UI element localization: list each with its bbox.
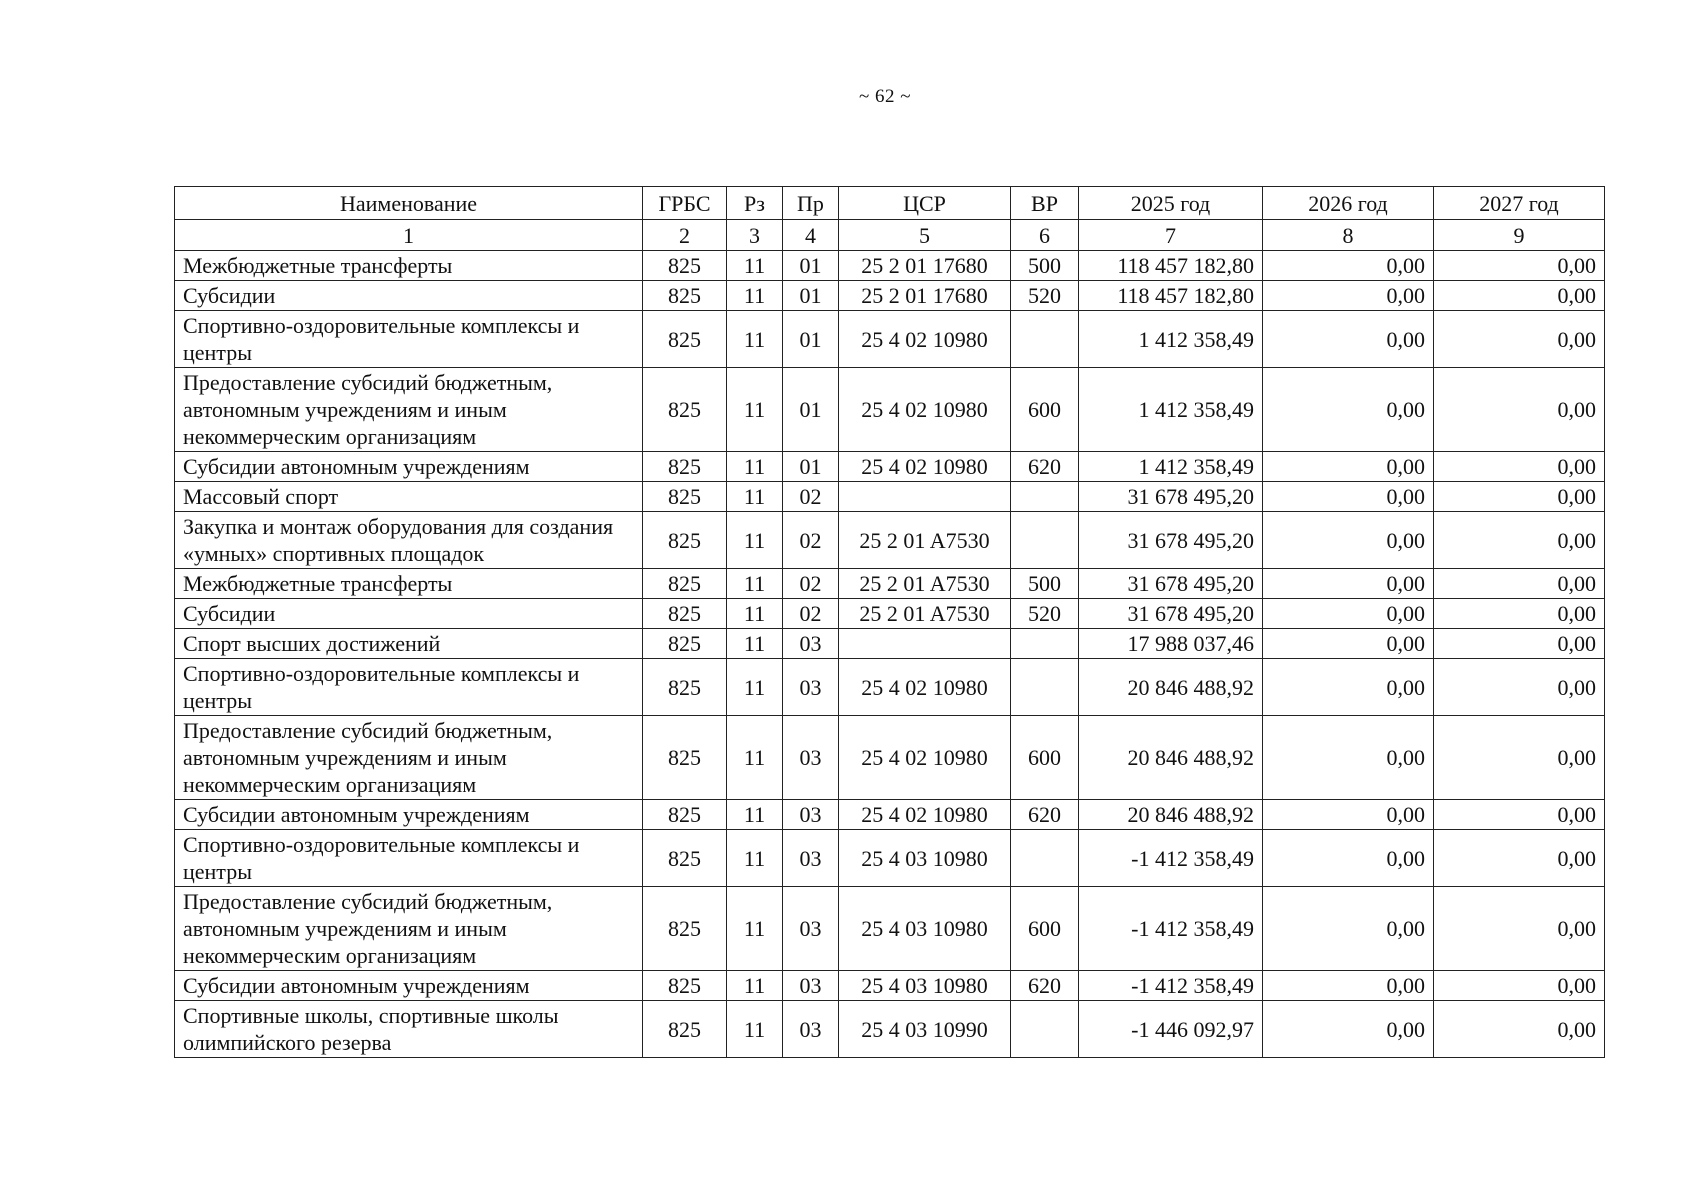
table-row <box>175 830 1605 887</box>
year-2026-cell: 0,00 <box>1263 659 1434 716</box>
year-2025-cell: 118 457 182,80 <box>1079 251 1263 281</box>
csr-cell: 25 4 02 10980 <box>839 659 1011 716</box>
table-row <box>175 281 1605 311</box>
header-year-2027: 2027 год <box>1434 187 1605 220</box>
name-cell: Субсидии <box>175 599 643 629</box>
name-cell: Спортивно-оздоровительные комплексы и центры <box>175 659 643 716</box>
year-2027-cell: 0,00 <box>1434 368 1605 452</box>
csr-cell: 25 4 03 10980 <box>839 971 1011 1001</box>
grbs-cell: 825 <box>643 716 727 800</box>
name-cell: Предоставление субсидий бюджетным, автономным учреждениям и иным некоммерческим организациям <box>175 716 643 800</box>
vr-cell: 520 <box>1011 281 1079 311</box>
year-2025-cell: 1 412 358,49 <box>1079 452 1263 482</box>
column-number: 3 <box>727 220 783 251</box>
year-2027-cell: 0,00 <box>1434 452 1605 482</box>
vr-cell <box>1011 482 1079 512</box>
pr-cell: 03 <box>783 659 839 716</box>
vr-cell: 620 <box>1011 800 1079 830</box>
rz-cell: 11 <box>727 569 783 599</box>
column-number: 8 <box>1263 220 1434 251</box>
csr-cell: 25 4 02 10980 <box>839 452 1011 482</box>
vr-cell: 500 <box>1011 251 1079 281</box>
name-cell: Массовый спорт <box>175 482 643 512</box>
year-2025-cell: 20 846 488,92 <box>1079 659 1263 716</box>
pr-cell: 03 <box>783 830 839 887</box>
csr-cell: 25 2 01 A7530 <box>839 569 1011 599</box>
pr-cell: 02 <box>783 569 839 599</box>
csr-cell: 25 4 02 10980 <box>839 311 1011 368</box>
year-2027-cell: 0,00 <box>1434 659 1605 716</box>
table-row <box>175 659 1605 716</box>
rz-cell: 11 <box>727 368 783 452</box>
pr-cell: 03 <box>783 971 839 1001</box>
name-cell: Предоставление субсидий бюджетным, автономным учреждениям и иным некоммерческим организациям <box>175 887 643 971</box>
year-2025-cell: 31 678 495,20 <box>1079 569 1263 599</box>
year-2025-cell: -1 412 358,49 <box>1079 971 1263 1001</box>
pr-cell: 02 <box>783 482 839 512</box>
csr-cell: 25 4 03 10990 <box>839 1001 1011 1058</box>
table-row <box>175 1001 1605 1058</box>
rz-cell: 11 <box>727 1001 783 1058</box>
pr-cell: 01 <box>783 311 839 368</box>
year-2027-cell: 0,00 <box>1434 311 1605 368</box>
csr-cell: 25 4 02 10980 <box>839 716 1011 800</box>
grbs-cell: 825 <box>643 368 727 452</box>
vr-cell: 500 <box>1011 569 1079 599</box>
table-row <box>175 452 1605 482</box>
grbs-cell: 825 <box>643 512 727 569</box>
year-2026-cell: 0,00 <box>1263 569 1434 599</box>
year-2025-cell: 31 678 495,20 <box>1079 599 1263 629</box>
table-row <box>175 599 1605 629</box>
year-2026-cell: 0,00 <box>1263 716 1434 800</box>
year-2027-cell: 0,00 <box>1434 971 1605 1001</box>
year-2026-cell: 0,00 <box>1263 482 1434 512</box>
year-2026-cell: 0,00 <box>1263 629 1434 659</box>
rz-cell: 11 <box>727 659 783 716</box>
name-cell: Субсидии автономным учреждениям <box>175 800 643 830</box>
column-number: 2 <box>643 220 727 251</box>
grbs-cell: 825 <box>643 569 727 599</box>
year-2027-cell: 0,00 <box>1434 281 1605 311</box>
grbs-cell: 825 <box>643 659 727 716</box>
vr-cell: 600 <box>1011 716 1079 800</box>
vr-cell: 620 <box>1011 971 1079 1001</box>
table-row <box>175 311 1605 368</box>
year-2026-cell: 0,00 <box>1263 452 1434 482</box>
pr-cell: 03 <box>783 1001 839 1058</box>
year-2026-cell: 0,00 <box>1263 281 1434 311</box>
year-2027-cell: 0,00 <box>1434 629 1605 659</box>
pr-cell: 01 <box>783 251 839 281</box>
year-2027-cell: 0,00 <box>1434 887 1605 971</box>
pr-cell: 02 <box>783 599 839 629</box>
column-number: 4 <box>783 220 839 251</box>
name-cell: Межбюджетные трансферты <box>175 569 643 599</box>
grbs-cell: 825 <box>643 971 727 1001</box>
year-2026-cell: 0,00 <box>1263 887 1434 971</box>
csr-cell: 25 2 01 17680 <box>839 251 1011 281</box>
page-number: ~ 62 ~ <box>858 86 912 107</box>
name-cell: Субсидии автономным учреждениям <box>175 971 643 1001</box>
year-2027-cell: 0,00 <box>1434 251 1605 281</box>
year-2025-cell: -1 412 358,49 <box>1079 887 1263 971</box>
year-2025-cell: 31 678 495,20 <box>1079 512 1263 569</box>
column-number: 6 <box>1011 220 1079 251</box>
rz-cell: 11 <box>727 830 783 887</box>
csr-cell: 25 2 01 A7530 <box>839 512 1011 569</box>
grbs-cell: 825 <box>643 800 727 830</box>
pr-cell: 03 <box>783 800 839 830</box>
grbs-cell: 825 <box>643 887 727 971</box>
year-2027-cell: 0,00 <box>1434 482 1605 512</box>
year-2025-cell: 20 846 488,92 <box>1079 800 1263 830</box>
table-row <box>175 716 1605 800</box>
year-2027-cell: 0,00 <box>1434 599 1605 629</box>
pr-cell: 02 <box>783 512 839 569</box>
grbs-cell: 825 <box>643 629 727 659</box>
year-2025-cell: -1 446 092,97 <box>1079 1001 1263 1058</box>
year-2026-cell: 0,00 <box>1263 830 1434 887</box>
table-row <box>175 800 1605 830</box>
grbs-cell: 825 <box>643 1001 727 1058</box>
name-cell: Спортивные школы, спортивные школы олимпийского резерва <box>175 1001 643 1058</box>
year-2026-cell: 0,00 <box>1263 599 1434 629</box>
header-name: Наименование <box>175 187 643 220</box>
csr-cell <box>839 482 1011 512</box>
year-2025-cell: 17 988 037,46 <box>1079 629 1263 659</box>
vr-cell: 520 <box>1011 599 1079 629</box>
name-cell: Предоставление субсидий бюджетным, автономным учреждениям и иным некоммерческим организациям <box>175 368 643 452</box>
rz-cell: 11 <box>727 887 783 971</box>
vr-cell: 600 <box>1011 368 1079 452</box>
table-row <box>175 971 1605 1001</box>
pr-cell: 03 <box>783 629 839 659</box>
rz-cell: 11 <box>727 971 783 1001</box>
table-row <box>175 569 1605 599</box>
table-row <box>175 512 1605 569</box>
year-2026-cell: 0,00 <box>1263 251 1434 281</box>
year-2025-cell: 1 412 358,49 <box>1079 311 1263 368</box>
rz-cell: 11 <box>727 482 783 512</box>
name-cell: Спорт высших достижений <box>175 629 643 659</box>
column-number-row <box>175 220 1605 251</box>
csr-cell: 25 4 02 10980 <box>839 800 1011 830</box>
column-number: 5 <box>839 220 1011 251</box>
vr-cell: 600 <box>1011 887 1079 971</box>
year-2025-cell: 31 678 495,20 <box>1079 482 1263 512</box>
csr-cell <box>839 629 1011 659</box>
name-cell: Спортивно-оздоровительные комплексы и центры <box>175 311 643 368</box>
budget-table <box>174 186 1605 1058</box>
table-row <box>175 251 1605 281</box>
name-cell: Спортивно-оздоровительные комплексы и центры <box>175 830 643 887</box>
name-cell: Субсидии <box>175 281 643 311</box>
year-2027-cell: 0,00 <box>1434 716 1605 800</box>
name-cell: Субсидии автономным учреждениям <box>175 452 643 482</box>
csr-cell: 25 2 01 17680 <box>839 281 1011 311</box>
rz-cell: 11 <box>727 800 783 830</box>
header-year-2026: 2026 год <box>1263 187 1434 220</box>
table-row <box>175 629 1605 659</box>
column-number: 7 <box>1079 220 1263 251</box>
pr-cell: 03 <box>783 887 839 971</box>
name-cell: Закупка и монтаж оборудования для создания «умных» спортивных площадок <box>175 512 643 569</box>
grbs-cell: 825 <box>643 452 727 482</box>
pr-cell: 01 <box>783 368 839 452</box>
column-number: 1 <box>175 220 643 251</box>
vr-cell <box>1011 830 1079 887</box>
year-2025-cell: -1 412 358,49 <box>1079 830 1263 887</box>
vr-cell <box>1011 659 1079 716</box>
vr-cell <box>1011 1001 1079 1058</box>
header-row <box>175 187 1605 220</box>
year-2027-cell: 0,00 <box>1434 512 1605 569</box>
table-row <box>175 368 1605 452</box>
year-2025-cell: 20 846 488,92 <box>1079 716 1263 800</box>
grbs-cell: 825 <box>643 251 727 281</box>
name-cell: Межбюджетные трансферты <box>175 251 643 281</box>
grbs-cell: 825 <box>643 482 727 512</box>
table-row <box>175 482 1605 512</box>
vr-cell <box>1011 629 1079 659</box>
year-2026-cell: 0,00 <box>1263 368 1434 452</box>
year-2026-cell: 0,00 <box>1263 971 1434 1001</box>
table-row <box>175 887 1605 971</box>
csr-cell: 25 4 03 10980 <box>839 830 1011 887</box>
year-2026-cell: 0,00 <box>1263 1001 1434 1058</box>
header-grbs: ГРБС <box>643 187 727 220</box>
year-2027-cell: 0,00 <box>1434 569 1605 599</box>
year-2026-cell: 0,00 <box>1263 800 1434 830</box>
column-number: 9 <box>1434 220 1605 251</box>
grbs-cell: 825 <box>643 311 727 368</box>
year-2027-cell: 0,00 <box>1434 1001 1605 1058</box>
grbs-cell: 825 <box>643 281 727 311</box>
year-2025-cell: 1 412 358,49 <box>1079 368 1263 452</box>
header-year-2025: 2025 год <box>1079 187 1263 220</box>
pr-cell: 03 <box>783 716 839 800</box>
year-2026-cell: 0,00 <box>1263 512 1434 569</box>
grbs-cell: 825 <box>643 830 727 887</box>
csr-cell: 25 2 01 A7530 <box>839 599 1011 629</box>
rz-cell: 11 <box>727 512 783 569</box>
csr-cell: 25 4 02 10980 <box>839 368 1011 452</box>
vr-cell: 620 <box>1011 452 1079 482</box>
rz-cell: 11 <box>727 599 783 629</box>
year-2027-cell: 0,00 <box>1434 800 1605 830</box>
year-2027-cell: 0,00 <box>1434 830 1605 887</box>
rz-cell: 11 <box>727 311 783 368</box>
vr-cell <box>1011 311 1079 368</box>
grbs-cell: 825 <box>643 599 727 629</box>
rz-cell: 11 <box>727 251 783 281</box>
header-vr: ВР <box>1011 187 1079 220</box>
csr-cell: 25 4 03 10980 <box>839 887 1011 971</box>
vr-cell <box>1011 512 1079 569</box>
rz-cell: 11 <box>727 629 783 659</box>
rz-cell: 11 <box>727 281 783 311</box>
rz-cell: 11 <box>727 452 783 482</box>
year-2025-cell: 118 457 182,80 <box>1079 281 1263 311</box>
header-csr: ЦСР <box>839 187 1011 220</box>
rz-cell: 11 <box>727 716 783 800</box>
pr-cell: 01 <box>783 452 839 482</box>
header-rz: Рз <box>727 187 783 220</box>
header-pr: Пр <box>783 187 839 220</box>
pr-cell: 01 <box>783 281 839 311</box>
year-2026-cell: 0,00 <box>1263 311 1434 368</box>
